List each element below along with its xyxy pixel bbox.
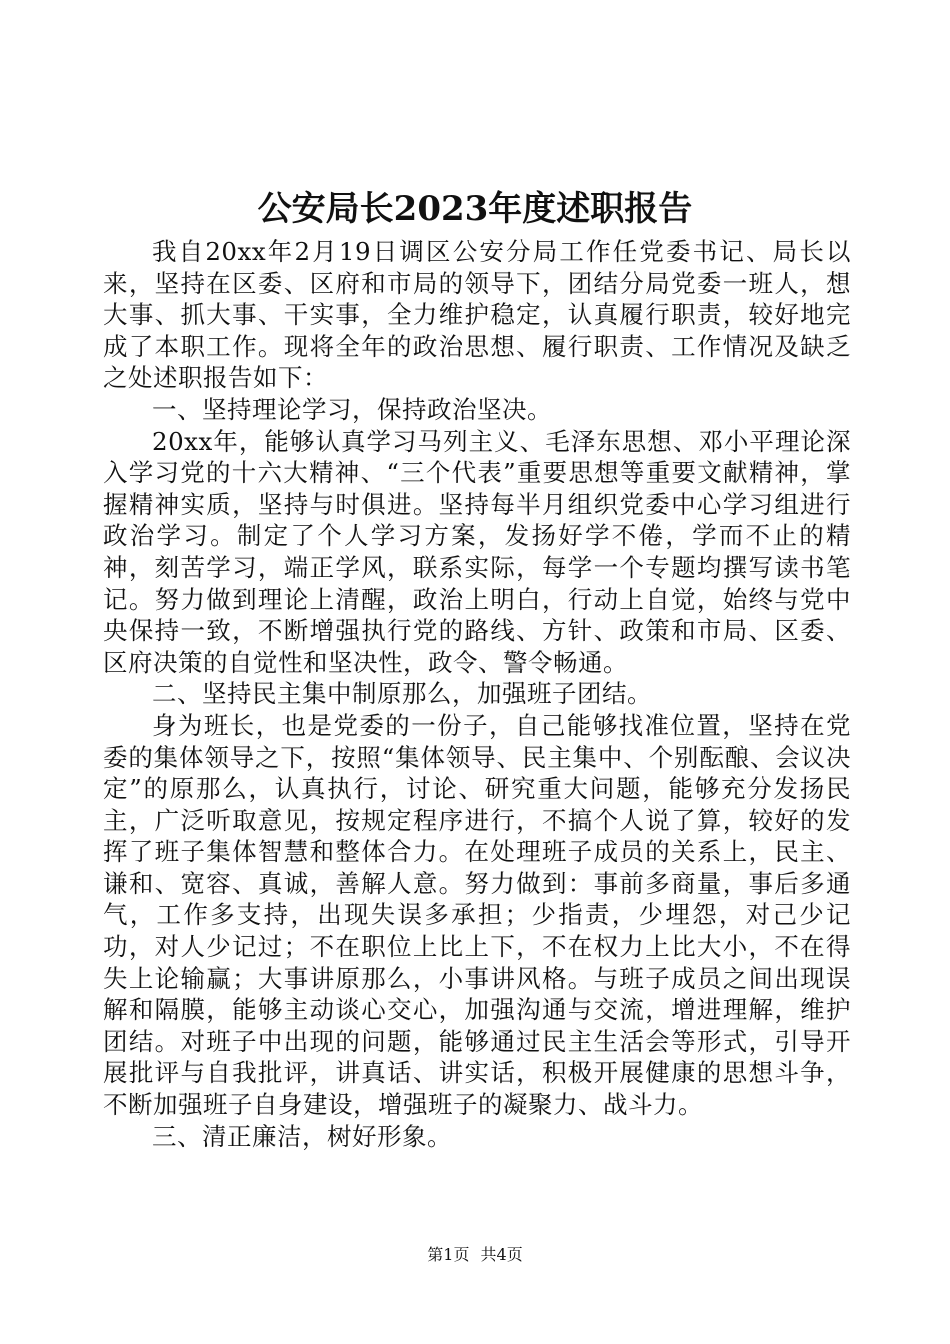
section-heading-3: 三、清正廉洁，树好形象。	[152, 1121, 452, 1151]
document-title: 公安局长2023年度述职报告	[257, 189, 693, 229]
section-heading-2: 二、坚持民主集中制原那么，加强班子团结。	[152, 679, 652, 709]
section-heading-1: 一、坚持理论学习，保持政治坚决。	[152, 394, 552, 424]
page-number-footer: 第1页 共4页	[427, 1245, 523, 1264]
paragraph-theory-study: 20xx年，能够认真学习马列主义、毛泽东思想、邓小平理论深入学习党的十六大精神、“三个代表”重要思想等重要文献精神，掌握精神实质，坚持与时俱进。坚持每半月组织党委中心学习组进行政治学习。制定了个人学习方案，发扬好学不倦，学而不止的精神，刻苦学习，端正学风，联系实际，每学一个专题均撰写读书笔记。努力做到理论上清醒，政治上明白，行动上自觉，始终与党中央保持一致，不断增强执行党的路线、方针、政策和市局、区委、区府决策的自觉性和坚决性，政令、警令畅通。	[103, 426, 851, 677]
document-body	[103, 236, 851, 1152]
paragraph-team-unity: 身为班长，也是党委的一份子，自己能够找准位置，坚持在党委的集体领导之下，按照“集体领导、民主集中、个别酝酿、会议决定”的原那么，认真执行，讨论、研究重大问题，能够充分发扬民主，广泛听取意见，按规定程序进行，不搞个人说了算，较好的发挥了班子集体智慧和整体合力。在处理班子成员的关系上，民主、谦和、宽容、真诚，善解人意。努力做到：事前多商量，事后多通气，工作多支持，出现失误多承担；少指责，少埋怨，对己少记功，对人少记过；不在职位上比上下，不在权力上比大小，不在得失上论输赢；大事讲原那么，小事讲风格。与班子成员之间出现误解和隔膜，能够主动谈心交心，加强沟通与交流，增进理解，维护团结。对班子中出现的问题，能够通过民主生活会等形式，引导开展批评与自我批评，讲真话、讲实话，积极开展健康的思想斗争，不断加强班子自身建设，增强班子的凝聚力、战斗力。	[103, 710, 851, 1120]
paragraph-intro: 我自20xx年2月19日调区公安分局工作任党委书记、局长以来，坚持在区委、区府和市局的领导下，团结分局党委一班人，想大事、抓大事、干实事，全力维护稳定，认真履行职责，较好地完成了本职工作。现将全年的政治思想、履行职责、工作情况及缺乏之处述职报告如下：	[103, 237, 851, 393]
